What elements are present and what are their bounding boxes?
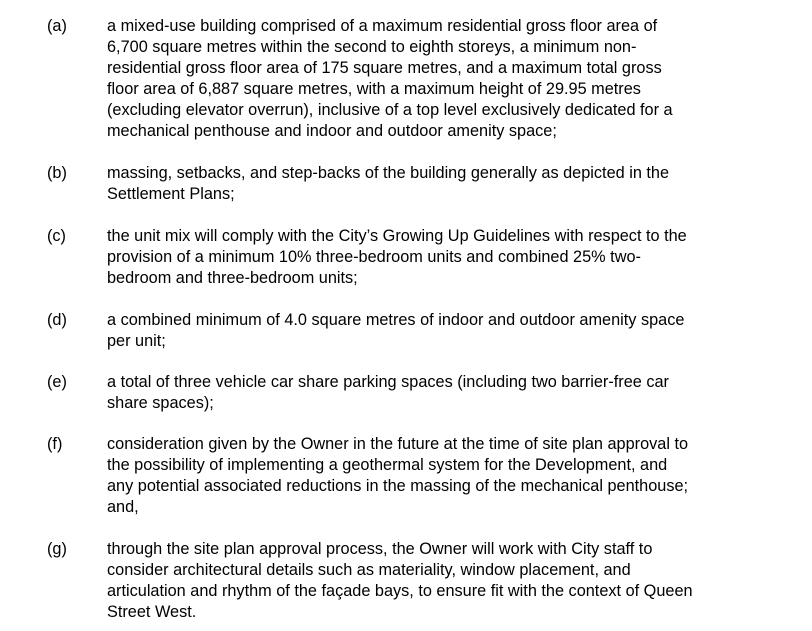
clause-line: massing, setbacks, and step-backs of the building generally as depicted in the bbox=[107, 164, 670, 182]
clause-line: mechanical penthouse and indoor and outdoor amenity space; bbox=[107, 122, 557, 140]
clause-line: any potential associated reductions in the massing of the mechanical penthouse; bbox=[107, 477, 689, 495]
clause-line: consider architectural details such as materiality, window placement, and bbox=[107, 561, 631, 579]
clause-line: share spaces); bbox=[107, 394, 214, 412]
clause-label: (b) bbox=[47, 164, 67, 182]
clause-line: the unit mix will comply with the City’s Growing Up Guidelines with respect to the bbox=[107, 227, 687, 245]
clause-line: bedroom and three-bedroom units; bbox=[107, 269, 358, 287]
clause-line: a mixed-use building comprised of a maximum residential gross floor area of bbox=[107, 17, 658, 35]
clause-line: the possibility of implementing a geothermal system for the Development, and bbox=[107, 456, 668, 474]
clause-label: (c) bbox=[47, 227, 66, 245]
clause-line: Street West. bbox=[107, 603, 197, 621]
clause-label: (d) bbox=[47, 311, 67, 329]
clause-text bbox=[107, 372, 777, 414]
clause-label: (f) bbox=[47, 435, 63, 453]
clause-line: through the site plan approval process, the Owner will work with City staff to bbox=[107, 540, 653, 558]
clause-line: Settlement Plans; bbox=[107, 185, 235, 203]
clause-line: and, bbox=[107, 498, 139, 516]
clause-line: a combined minimum of 4.0 square metres of indoor and outdoor amenity space bbox=[107, 311, 685, 329]
clause-label: (a) bbox=[47, 17, 67, 35]
clause-text bbox=[107, 539, 777, 623]
clause-label: (g) bbox=[47, 540, 67, 558]
clause-line: consideration given by the Owner in the future at the time of site plan approval to bbox=[107, 435, 689, 453]
clause-label: (e) bbox=[47, 373, 67, 391]
clause-text bbox=[107, 163, 777, 205]
clause-text bbox=[107, 226, 777, 289]
clause-line: articulation and rhythm of the façade bays, to ensure fit with the context of Queen bbox=[107, 582, 693, 600]
clause-line: (excluding elevator overrun), inclusive of a top level exclusively dedicated for a bbox=[107, 101, 673, 119]
clause-line: 6,700 square metres within the second to eighth storeys, a minimum non- bbox=[107, 38, 637, 56]
clause-line: a total of three vehicle car share parking spaces (including two barrier-free car bbox=[107, 373, 669, 391]
clause-line: residential gross floor area of 175 square metres, and a maximum total gross bbox=[107, 59, 662, 77]
clause-line: provision of a minimum 10% three-bedroom units and combined 25% two- bbox=[107, 248, 641, 266]
clause-text bbox=[107, 310, 777, 352]
clause-text bbox=[107, 434, 777, 518]
clause-line: floor area of 6,887 square metres, with a maximum height of 29.95 metres bbox=[107, 80, 641, 98]
clause-line: per unit; bbox=[107, 332, 166, 350]
clause-text bbox=[107, 16, 777, 142]
